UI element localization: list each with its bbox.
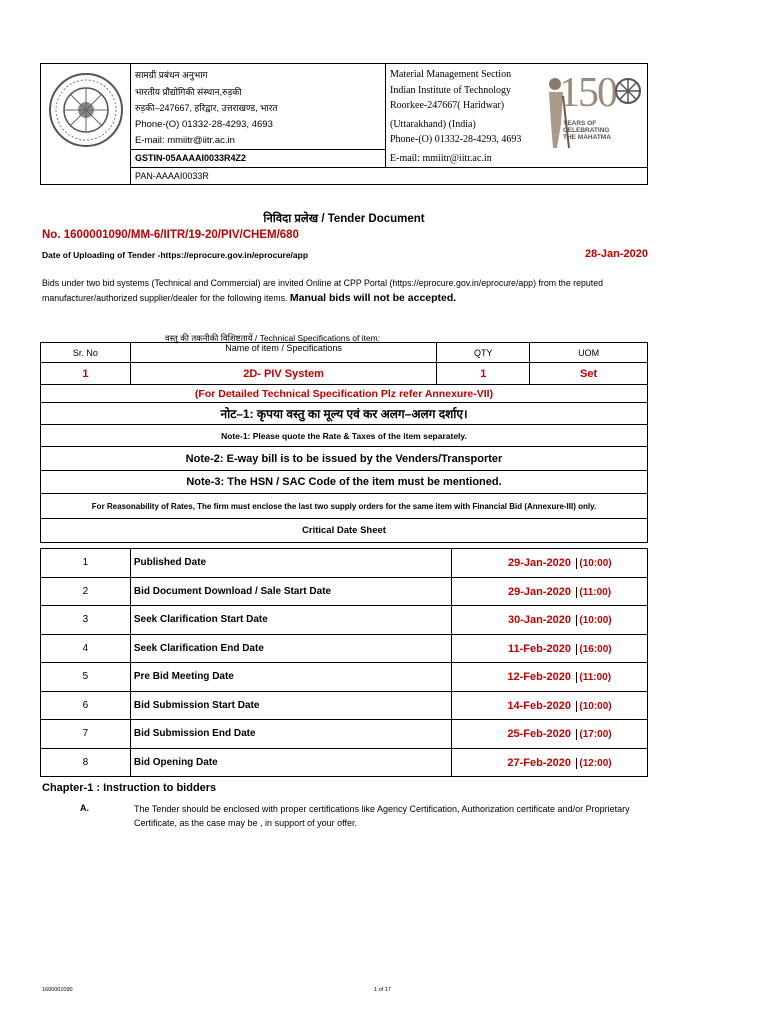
item-sr-no: 1 xyxy=(41,363,131,385)
gstin-text: GSTIN-05AAAAI0033R4Z2 xyxy=(135,153,247,163)
critical-row-time: (10:00) xyxy=(576,615,611,626)
critical-row-datetime xyxy=(452,720,648,749)
critical-row-event: Published Date xyxy=(130,549,452,578)
critical-row-number: 7 xyxy=(41,720,131,749)
critical-row-datetime xyxy=(452,549,648,578)
gandhi-150-logo xyxy=(533,70,645,160)
note-3: Note-3: The HSN / SAC Code of the item must be mentioned. xyxy=(41,471,648,494)
critical-row-date: 12-Feb-2020 xyxy=(507,671,571,683)
note-1: Note-1: Please quote the Rate & Taxes of the item separately. xyxy=(41,425,648,447)
critical-row-number: 1 xyxy=(41,549,131,578)
logo-150-caption xyxy=(563,120,611,141)
clause-a-label: A. xyxy=(80,803,89,813)
item-table xyxy=(40,342,648,543)
annexure-row xyxy=(41,385,648,403)
clause-a-text: The Tender should be enclosed with proper certifications like Agency Certification, Authorization certificate and/or Proprietary Certificate, as the case may be , in support of your offer. xyxy=(134,804,630,828)
critical-row-number: 3 xyxy=(41,606,131,635)
logo-caption-line: CELEBRATING xyxy=(563,127,610,134)
header-divider-middle xyxy=(385,63,386,167)
critical-row-event: Bid Opening Date xyxy=(130,748,452,777)
doc-title: निविदा प्रलेख / Tender Document xyxy=(263,213,425,225)
header-right-line: Phone-(O) 01332-28-4293, 4693 xyxy=(390,134,522,145)
critical-row-date: 11-Feb-2020 xyxy=(508,642,571,655)
spec-heading: वस्तु की तकनीकी विशिष्टतायें / Technical Specifications of item: xyxy=(165,333,381,343)
note3-row xyxy=(41,471,648,494)
footer-page-number: 1 of 17 xyxy=(374,987,391,993)
item-table-header xyxy=(41,343,648,363)
critical-row-number: 4 xyxy=(41,634,131,663)
critical-date-sheet-title: Critical Date Sheet xyxy=(41,519,648,543)
critical-row-date: 27-Feb-2020 xyxy=(507,756,571,769)
critical-row-datetime xyxy=(452,634,648,663)
intro-paragraph xyxy=(42,276,652,306)
logo-caption-line: YEARS OF xyxy=(563,120,597,127)
critical-date-row xyxy=(41,748,648,777)
header-left-line: Phone-(O) 01332-28-4293, 4693 xyxy=(135,118,273,130)
col-header-qty: QTY xyxy=(437,343,530,363)
critical-row-number: 8 xyxy=(41,748,131,777)
critical-row-datetime xyxy=(452,606,648,635)
critical-row-datetime xyxy=(452,691,648,720)
critical-row-datetime xyxy=(452,663,648,692)
chapter-title: Chapter-1 : Instruction to bidders xyxy=(42,782,217,794)
critical-row-event: Seek Clarification Start Date xyxy=(130,606,452,635)
header-left-line: E-mail: mmiitr@iitr.ac.in xyxy=(135,135,235,146)
note-2: Note-2: E-way bill is to be issued by the Venders/Transporter xyxy=(41,447,648,471)
logo-150-number: 150 xyxy=(559,70,616,116)
critical-row-number: 6 xyxy=(41,691,131,720)
critical-date-row xyxy=(41,549,648,578)
critical-date-row xyxy=(41,720,648,749)
logo-caption-line: THE MAHATMA xyxy=(563,134,611,141)
critical-row-time: (10:00) xyxy=(576,701,611,712)
hindi-note: नोट–1: कृपया वस्तु का मूल्य एवं कर अलग–अलग दर्शाए। xyxy=(41,403,648,425)
hindi-note-row xyxy=(41,403,648,425)
critical-date-row xyxy=(41,606,648,635)
note2-row xyxy=(41,447,648,471)
header-right-email: E-mail: mmiitr@iitr.ac.in xyxy=(390,153,492,164)
critical-row-datetime xyxy=(452,577,648,606)
note1-row xyxy=(41,425,648,447)
critical-date-table xyxy=(40,548,648,777)
critical-row-time: (12:00) xyxy=(576,758,611,769)
item-qty: 1 xyxy=(437,363,530,385)
col-header-name: Name of item / Specifications xyxy=(130,343,436,363)
critical-row-time: (11:00) xyxy=(576,672,611,683)
critical-row-number: 5 xyxy=(41,663,131,692)
header-left-line: सामग्री प्रबंधन अनुभाग xyxy=(135,70,208,80)
critical-row-date: 29-Jan-2020 xyxy=(508,557,571,569)
footer-doc-number: 1600001090 xyxy=(42,987,73,993)
header-right-line: Material Management Section xyxy=(390,69,512,80)
header-right-line: (Uttarakhand) (India) xyxy=(390,118,476,130)
header-left-line: भारतीय प्रौद्योगिकी संस्थान,रुड़की xyxy=(135,86,242,97)
critical-row-event: Bid Document Download / Sale Start Date xyxy=(130,577,452,606)
critical-row-datetime xyxy=(452,748,648,777)
annexure-note: (For Detailed Technical Specification Plz refer Annexure-VII) xyxy=(41,385,648,403)
critical-date-row xyxy=(41,691,648,720)
intro-text: Bids under two bid systems (Technical and Commercial) are invited Online at CPP Portal (https://eprocure.gov.in/eprocure/app) from the reputed manufacturer/authorized supplier/dealer for the following items. xyxy=(42,278,603,303)
intro-bold-text: Manual bids will not be accepted. xyxy=(289,292,457,304)
reasonability-row xyxy=(41,494,648,519)
col-header-sr-no: Sr. No xyxy=(41,343,131,363)
col-header-uom: UOM xyxy=(530,343,648,363)
item-name: 2D- PIV System xyxy=(130,363,436,385)
critical-date-row xyxy=(41,663,648,692)
header-left-text xyxy=(135,67,278,150)
critical-row-number: 2 xyxy=(41,577,131,606)
charkha-wheel-icon xyxy=(613,76,643,106)
pan-text: PAN-AAAAI0033R xyxy=(135,171,209,181)
header-right-line: Roorkee-247667( Haridwar) xyxy=(390,100,505,111)
critical-row-event: Bid Submission End Date xyxy=(130,720,452,749)
header-right-line: Indian Institute of Technology xyxy=(390,84,512,96)
header-rule-pan xyxy=(130,167,648,168)
critical-date-row xyxy=(41,634,648,663)
header-right-text xyxy=(390,67,521,148)
iitr-seal-logo xyxy=(48,72,124,148)
critical-title-row xyxy=(41,519,648,543)
critical-row-time: (11:00) xyxy=(576,587,611,598)
critical-row-event: Seek Clarification End Date xyxy=(130,634,452,663)
critical-row-time: (10:00) xyxy=(576,558,611,569)
upload-date: 28-Jan-2020 xyxy=(585,248,648,260)
critical-date-row xyxy=(41,577,648,606)
critical-row-event: Pre Bid Meeting Date xyxy=(130,663,452,692)
critical-row-date: 30-Jan-2020 xyxy=(508,614,571,626)
item-uom: Set xyxy=(530,363,648,385)
item-row xyxy=(41,363,648,385)
critical-row-time: (17:00) xyxy=(576,729,611,740)
critical-row-date: 14-Feb-2020 xyxy=(507,699,571,712)
critical-row-time: (16:00) xyxy=(576,644,611,655)
critical-row-date: 29-Jan-2020 xyxy=(508,585,571,598)
header-left-line: रुड़की–247667, हरिद्वार, उत्तराखण्ड, भारत xyxy=(135,103,278,113)
reasonability-note: For Reasonability of Rates, The firm must enclose the last two supply orders for the same item with Financial Bid (Annexure-III) only. xyxy=(41,494,648,519)
upload-label: Date of Uploading of Tender -https://eprocure.gov.in/eprocure/app xyxy=(42,250,309,260)
doc-number: No. 1600001090/MM-6/IITR/19-20/PIV/CHEM/680 xyxy=(42,229,299,241)
critical-row-event: Bid Submission Start Date xyxy=(130,691,452,720)
critical-row-date: 25-Feb-2020 xyxy=(507,728,571,740)
